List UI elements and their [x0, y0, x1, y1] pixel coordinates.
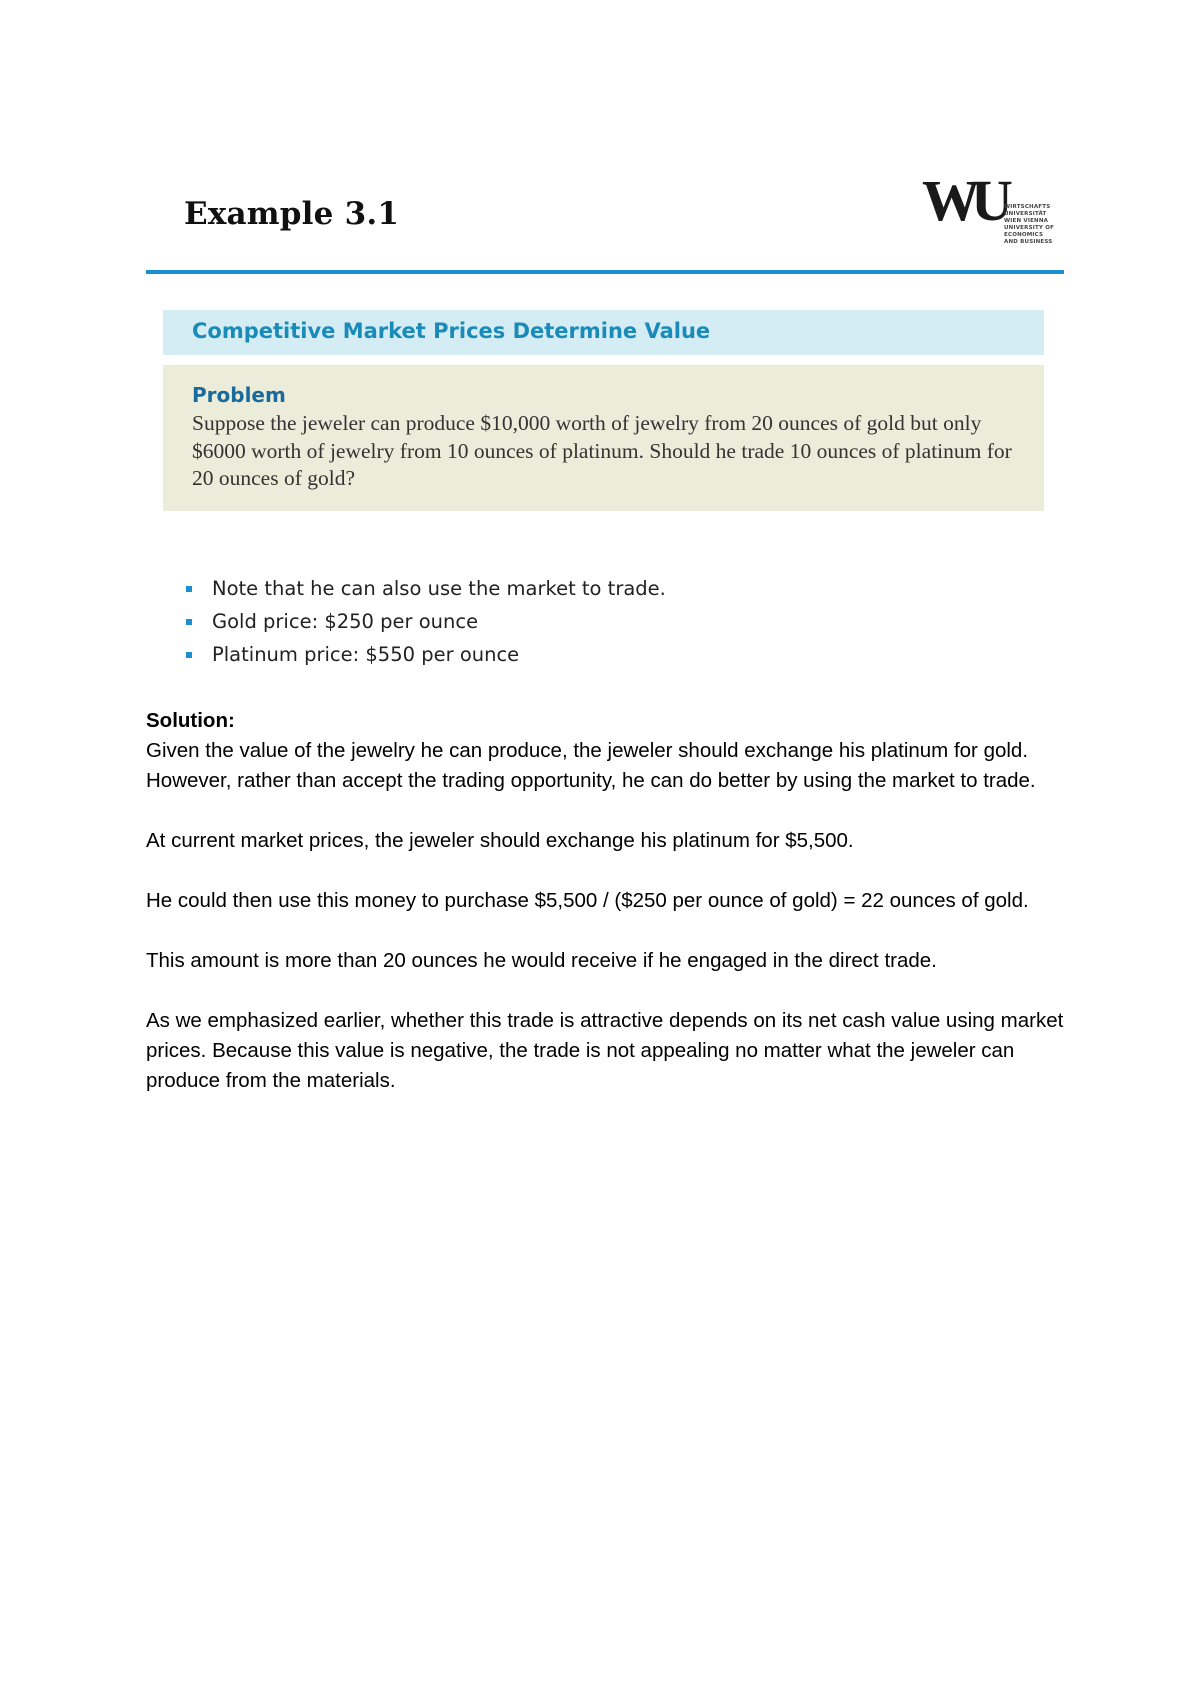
bullet-square-icon	[186, 652, 192, 658]
list-item-text: Note that he can also use the market to trade.	[212, 577, 666, 600]
problem-text: Suppose the jeweler can produce $10,000 worth of jewelry from 20 ounces of gold but only $6000 worth of jewelry from 10 ounces of platinum. Should he trade 10 ounces of platinum for 20 ounces of gold?	[192, 411, 1012, 490]
list-item	[186, 638, 666, 671]
problem-heading: Problem	[192, 383, 286, 407]
example-box-title	[163, 310, 1044, 355]
list-item-text: Platinum price: $550 per ounce	[212, 643, 520, 666]
solution-paragraph: Given the value of the jewelry he can produce, the jeweler should exchange his platinum for gold. However, rather than accept the trading opportunity, he can do better by using the market to trade.	[146, 739, 1036, 792]
list-item-text: Gold price: $250 per ounce	[212, 610, 479, 633]
example-box-title-text: Competitive Market Prices Determine Value	[192, 319, 711, 343]
page-title: Example 3.1	[184, 196, 400, 232]
solution-section	[146, 706, 1066, 1126]
list-item	[186, 572, 666, 605]
logo-line: ECONOMICS	[1004, 232, 1044, 238]
logo-line: UNIVERSITÄT	[1004, 211, 1047, 217]
logo-line: AND BUSINESS	[1004, 239, 1053, 245]
logo-mark: WU	[922, 168, 1004, 233]
logo-text	[1004, 204, 1054, 246]
solution-paragraph: This amount is more than 20 ounces he would receive if he engaged in the direct trade.	[146, 949, 937, 972]
solution-label: Solution:	[146, 709, 235, 732]
logo-line: UNIVERSITY OF	[1004, 225, 1055, 231]
solution-paragraph: At current market prices, the jeweler should exchange his platinum for $5,500.	[146, 829, 854, 852]
wu-logo	[922, 168, 1062, 254]
logo-line: WIEN VIENNA	[1004, 218, 1049, 224]
logo-line: WIRTSCHAFTS	[1004, 204, 1051, 210]
bullet-square-icon	[186, 586, 192, 592]
bullet-list	[186, 572, 666, 671]
header-divider	[146, 270, 1064, 274]
problem-box	[163, 365, 1044, 511]
bullet-square-icon	[186, 619, 192, 625]
solution-paragraph: He could then use this money to purchase $5,500 / ($250 per ounce of gold) = 22 ounces of gold.	[146, 889, 1029, 912]
list-item	[186, 605, 666, 638]
solution-paragraph: As we emphasized earlier, whether this trade is attractive depends on its net cash value using market prices. Because this value is negative, the trade is not appealing no matter what the jeweler can produce from the materials.	[146, 1009, 1064, 1092]
